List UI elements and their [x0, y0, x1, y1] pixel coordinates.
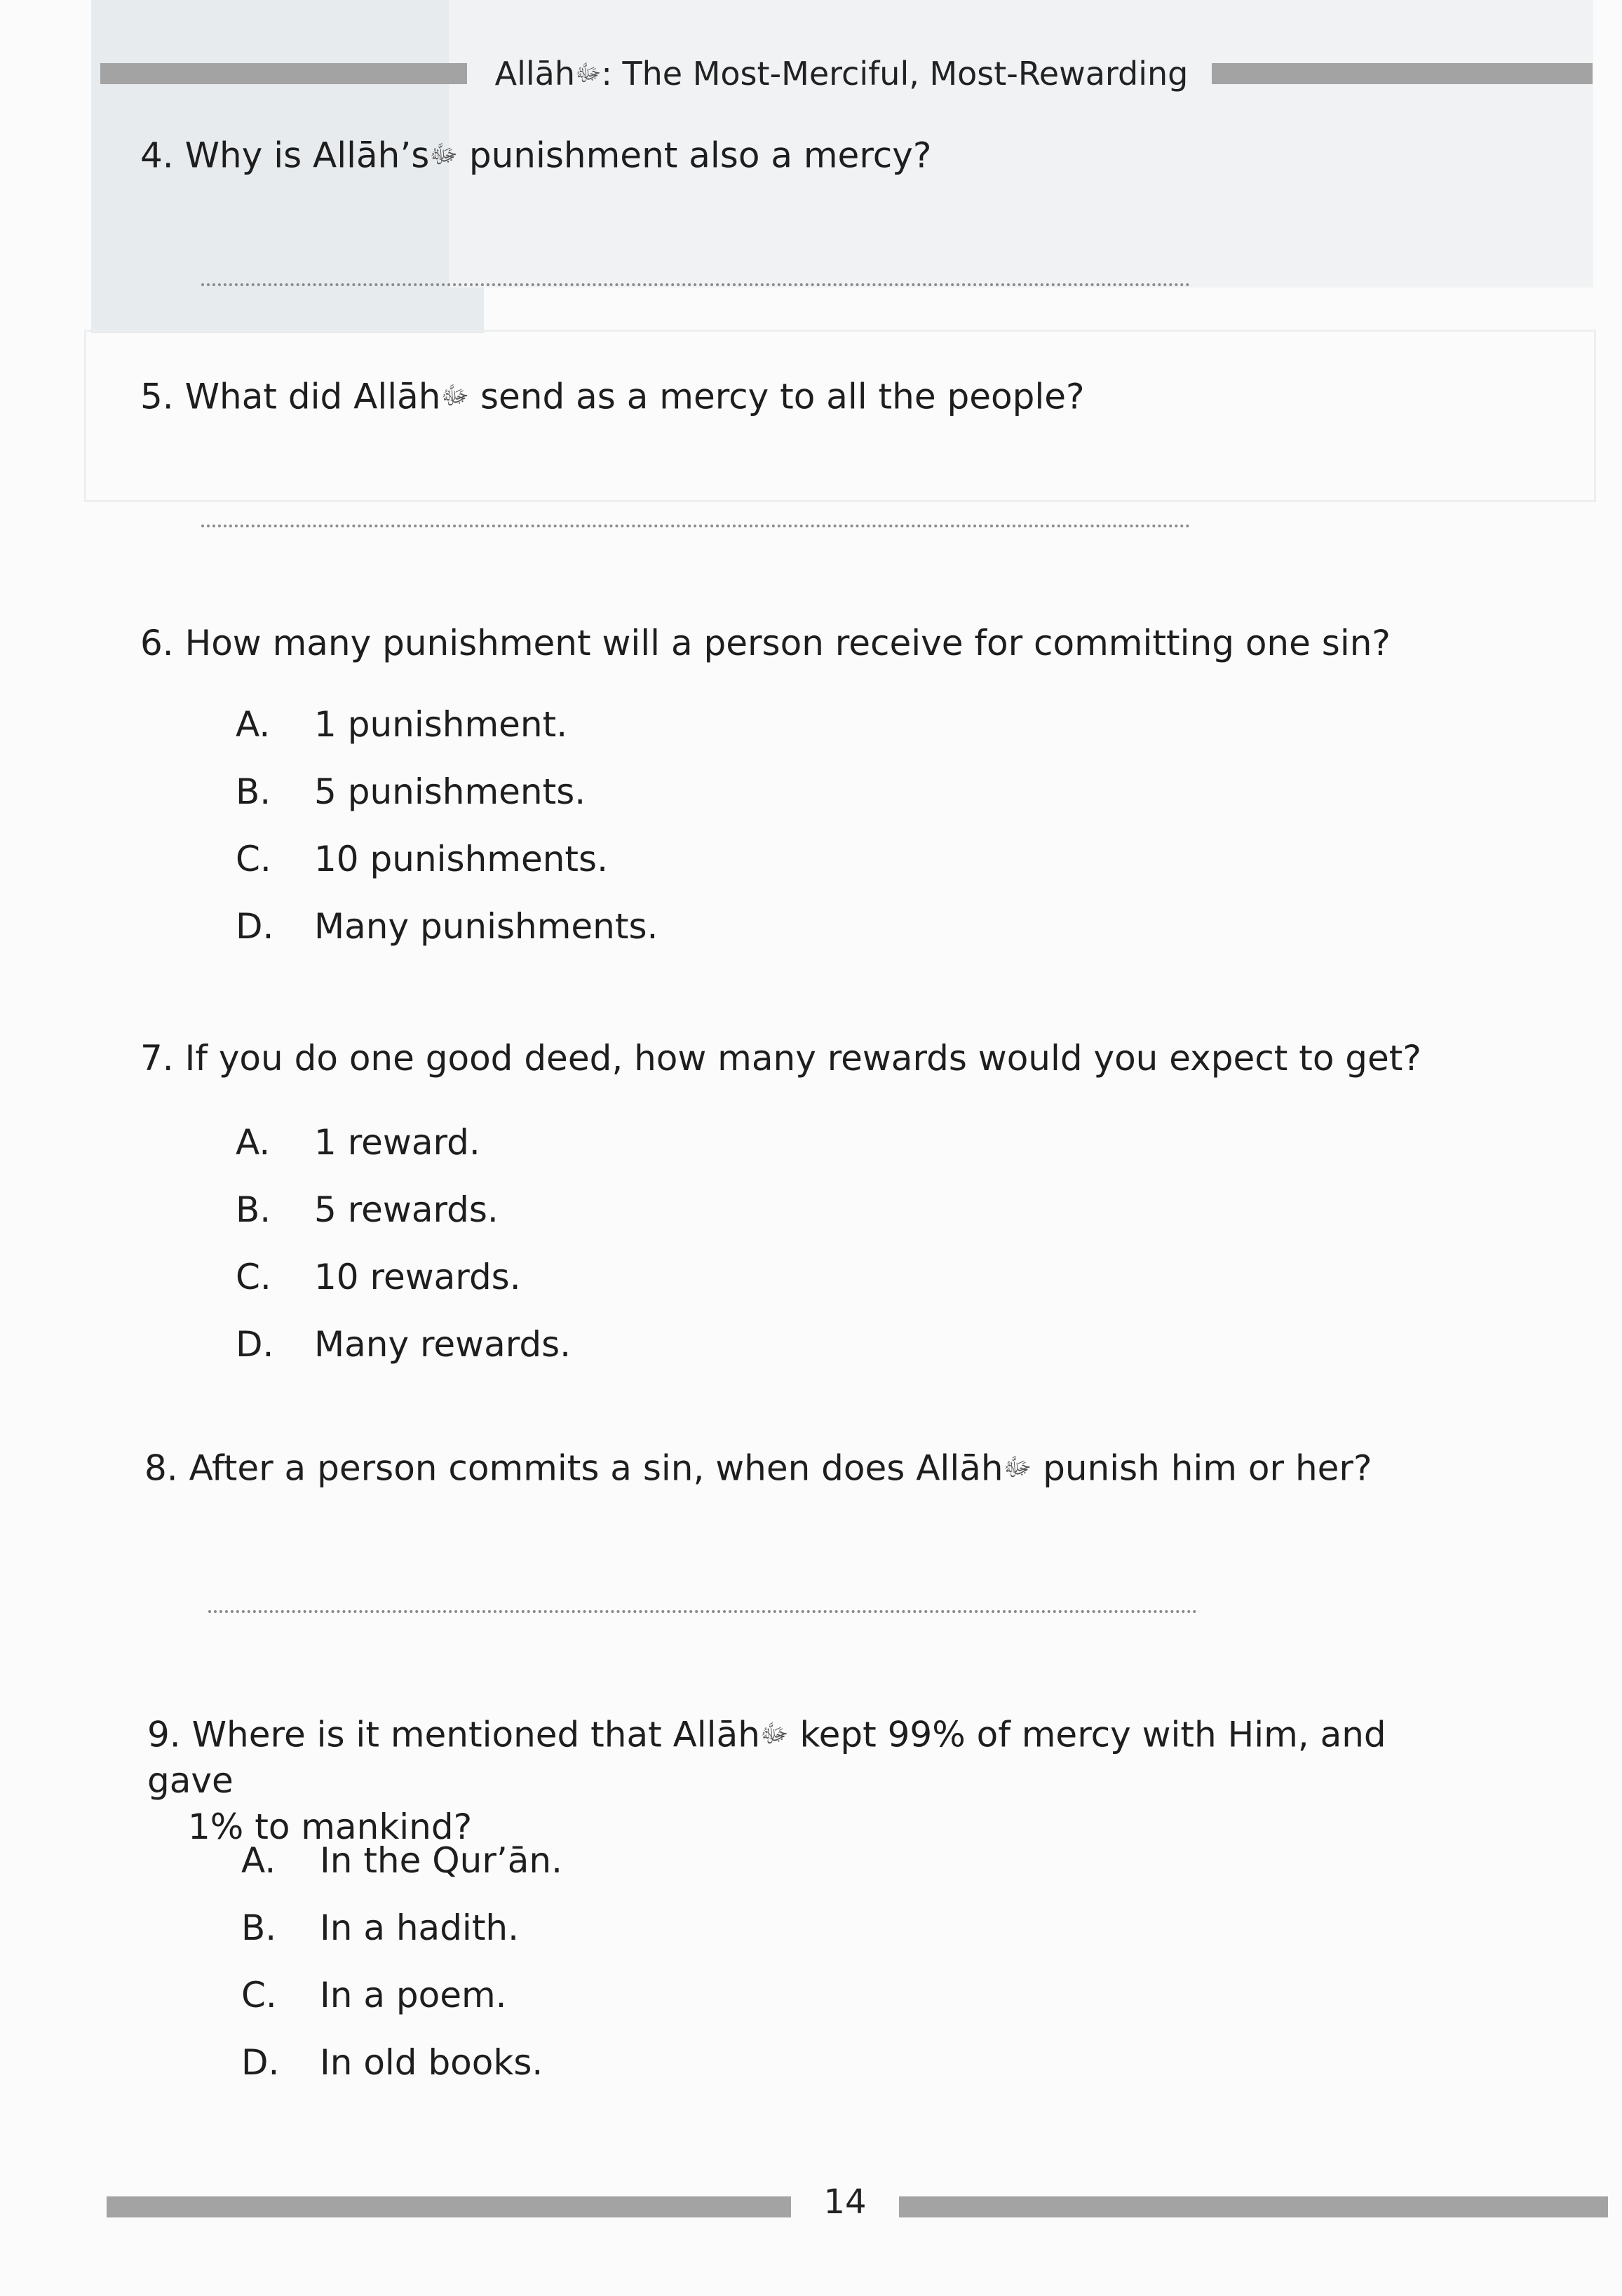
- page-header-title: Allāhﷻ: The Most-Merciful, Most-Rewarding: [494, 55, 1189, 93]
- question-7: 7. If you do one good deed, how many rewards would you expect to get?: [140, 1038, 1421, 1079]
- q6-option-b[interactable]: B. 5 punishments.: [236, 771, 586, 812]
- q9-option-d[interactable]: D. In old books.: [241, 2042, 543, 2083]
- q7-option-a[interactable]: A. 1 reward.: [236, 1122, 480, 1163]
- footer-bar-right: [899, 2196, 1608, 2217]
- q7-option-b[interactable]: B. 5 rewards.: [236, 1189, 499, 1230]
- q6-option-d[interactable]: D. Many punishments.: [236, 906, 658, 947]
- q7-option-c[interactable]: C. 10 rewards.: [236, 1257, 521, 1297]
- question-6: 6. How many punishment will a person receive for committing one sin?: [140, 623, 1391, 663]
- answer-line-5[interactable]: [201, 525, 1190, 527]
- allah-seal-icon: ﷻ: [575, 59, 602, 87]
- page-number: 14: [823, 2182, 867, 2222]
- answer-line-8[interactable]: [208, 1610, 1197, 1613]
- allah-seal-icon: ﷻ: [429, 140, 458, 169]
- footer-bar-left: [107, 2196, 791, 2217]
- allah-seal-icon: ﷻ: [440, 381, 470, 410]
- header-bar-right: [1212, 63, 1593, 84]
- question-8: 8. After a person commits a sin, when does Allāhﷻ punish him or her?: [144, 1447, 1372, 1489]
- q9-option-b[interactable]: B. In a hadith.: [241, 1907, 520, 1948]
- q9-option-a[interactable]: A. In the Qur’ān.: [241, 1840, 562, 1881]
- question-5: 5. What did Allāhﷻ send as a mercy to all the people?: [140, 376, 1085, 417]
- q7-option-d[interactable]: D. Many rewards.: [236, 1324, 572, 1365]
- q6-option-a[interactable]: A. 1 punishment.: [236, 704, 568, 745]
- question-9: 9. Where is it mentioned that Allāhﷻ kept 99% of mercy with Him, and gave 1% to mankind?: [147, 1714, 1386, 1848]
- q9-option-c[interactable]: C. In a poem.: [241, 1975, 507, 2015]
- allah-seal-icon: ﷻ: [759, 1720, 789, 1748]
- q6-option-c[interactable]: C. 10 punishments.: [236, 839, 608, 879]
- allah-seal-icon: ﷻ: [1003, 1453, 1032, 1482]
- header-bar-left: [100, 63, 467, 84]
- answer-line-4[interactable]: [201, 283, 1190, 286]
- question-4: 4. Why is Allāh’sﷻ punishment also a mercy?: [140, 135, 932, 176]
